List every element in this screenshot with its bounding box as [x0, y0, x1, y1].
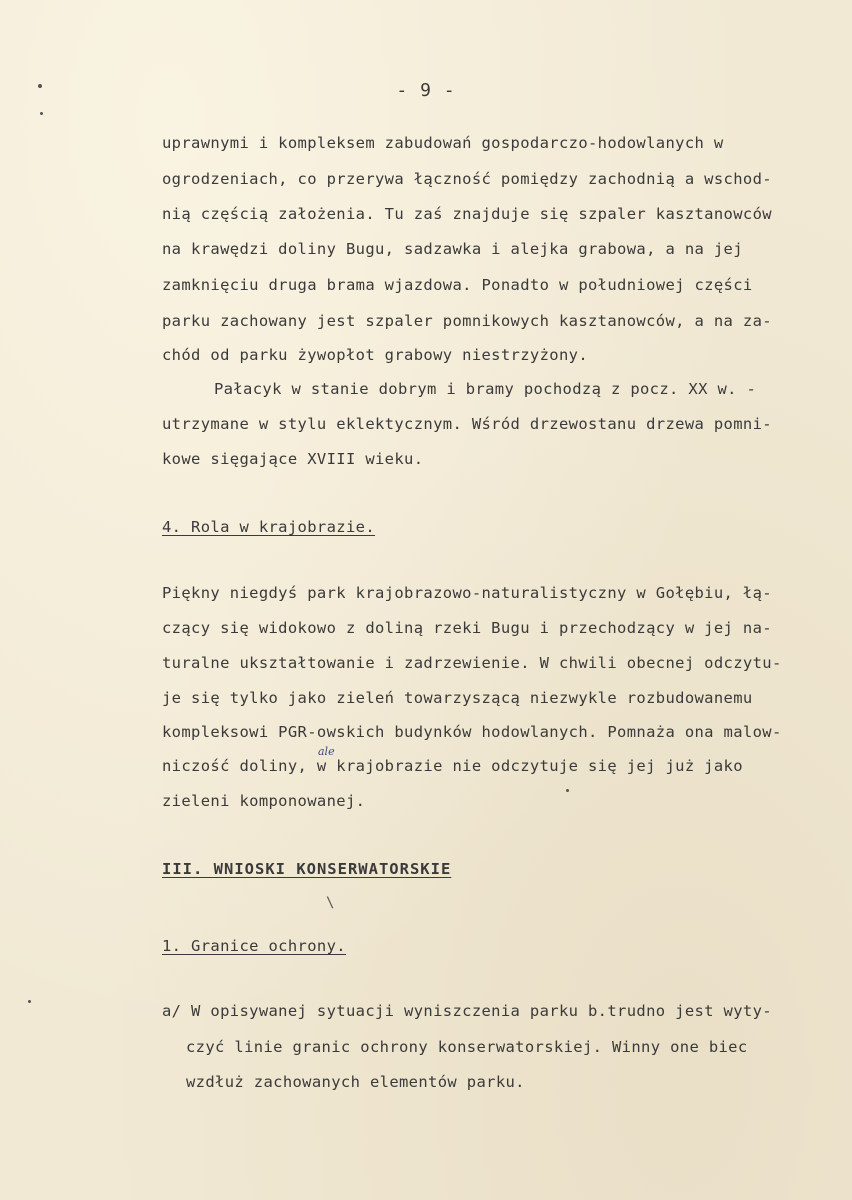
text-line: zieleni komponowanej.	[162, 792, 366, 810]
text-line: czyć linie granic ochrony konserwatorskiej. Winny one biec	[186, 1038, 748, 1056]
text-line: kompleksowi PGR-owskich budynków hodowlanych. Pomnaża ona malow-	[162, 723, 782, 741]
text-line: czący się widokowo z doliną rzeki Bugu i przechodzący w jej na-	[162, 619, 772, 637]
text-line: chód od parku żywopłot grabowy niestrzyżony.	[162, 346, 588, 364]
text-line: turalne ukształtowanie i zadrzewienie. W chwili obecnej odczytu-	[162, 654, 782, 672]
text-line: kowe sięgające XVIII wieku.	[162, 450, 424, 468]
text-line: nią częścią założenia. Tu zaś znajduje się szpaler kasztanowców	[162, 205, 772, 223]
chapter-heading: III. WNIOSKI KONSERWATORSKIE	[162, 860, 452, 878]
section-heading: 1. Granice ochrony.	[162, 937, 346, 955]
paper-speck	[28, 1000, 31, 1003]
text-line: parku zachowany jest szpaler pomnikowych kasztanowców, a na za-	[162, 312, 772, 330]
text-line: a/ W opisywanej sytuacji wyniszczenia parku b.trudno jest wyty-	[162, 1002, 772, 1020]
pen-mark: \	[326, 895, 335, 911]
text-line: ogrodzeniach, co przerywa łączność pomiędzy zachodnią a wschod-	[162, 170, 772, 188]
page-number: - 9 -	[396, 80, 456, 101]
text-line: wzdłuż zachowanych elementów parku.	[186, 1073, 525, 1091]
paper-speck	[566, 789, 569, 792]
paper-speck	[40, 112, 43, 115]
handwritten-note: ale	[318, 745, 335, 758]
text-line: na krawędzi doliny Bugu, sadzawka i alejka grabowa, a na jej	[162, 240, 743, 258]
text-line: utrzymane w stylu eklektycznym. Wśród drzewostanu drzewa pomni-	[162, 415, 772, 433]
text-line: uprawnymi i kompleksem zabudowań gospodarczo-hodowlanych w	[162, 134, 724, 152]
text-line: niczość doliny, w krajobrazie nie odczytuje się jej już jako	[162, 757, 743, 775]
text-line: zamknięciu druga brama wjazdowa. Ponadto w południowej części	[162, 276, 753, 294]
text-line: Piękny niegdyś park krajobrazowo-naturalistyczny w Gołębiu, łą-	[162, 584, 772, 602]
section-heading: 4. Rola w krajobrazie.	[162, 518, 375, 536]
text-line: je się tylko jako zieleń towarzyszącą niezwykle rozbudowanemu	[162, 689, 753, 707]
text-line: Pałacyk w stanie dobrym i bramy pochodzą z pocz. XX w. -	[214, 380, 757, 398]
paper-speck	[38, 84, 42, 88]
